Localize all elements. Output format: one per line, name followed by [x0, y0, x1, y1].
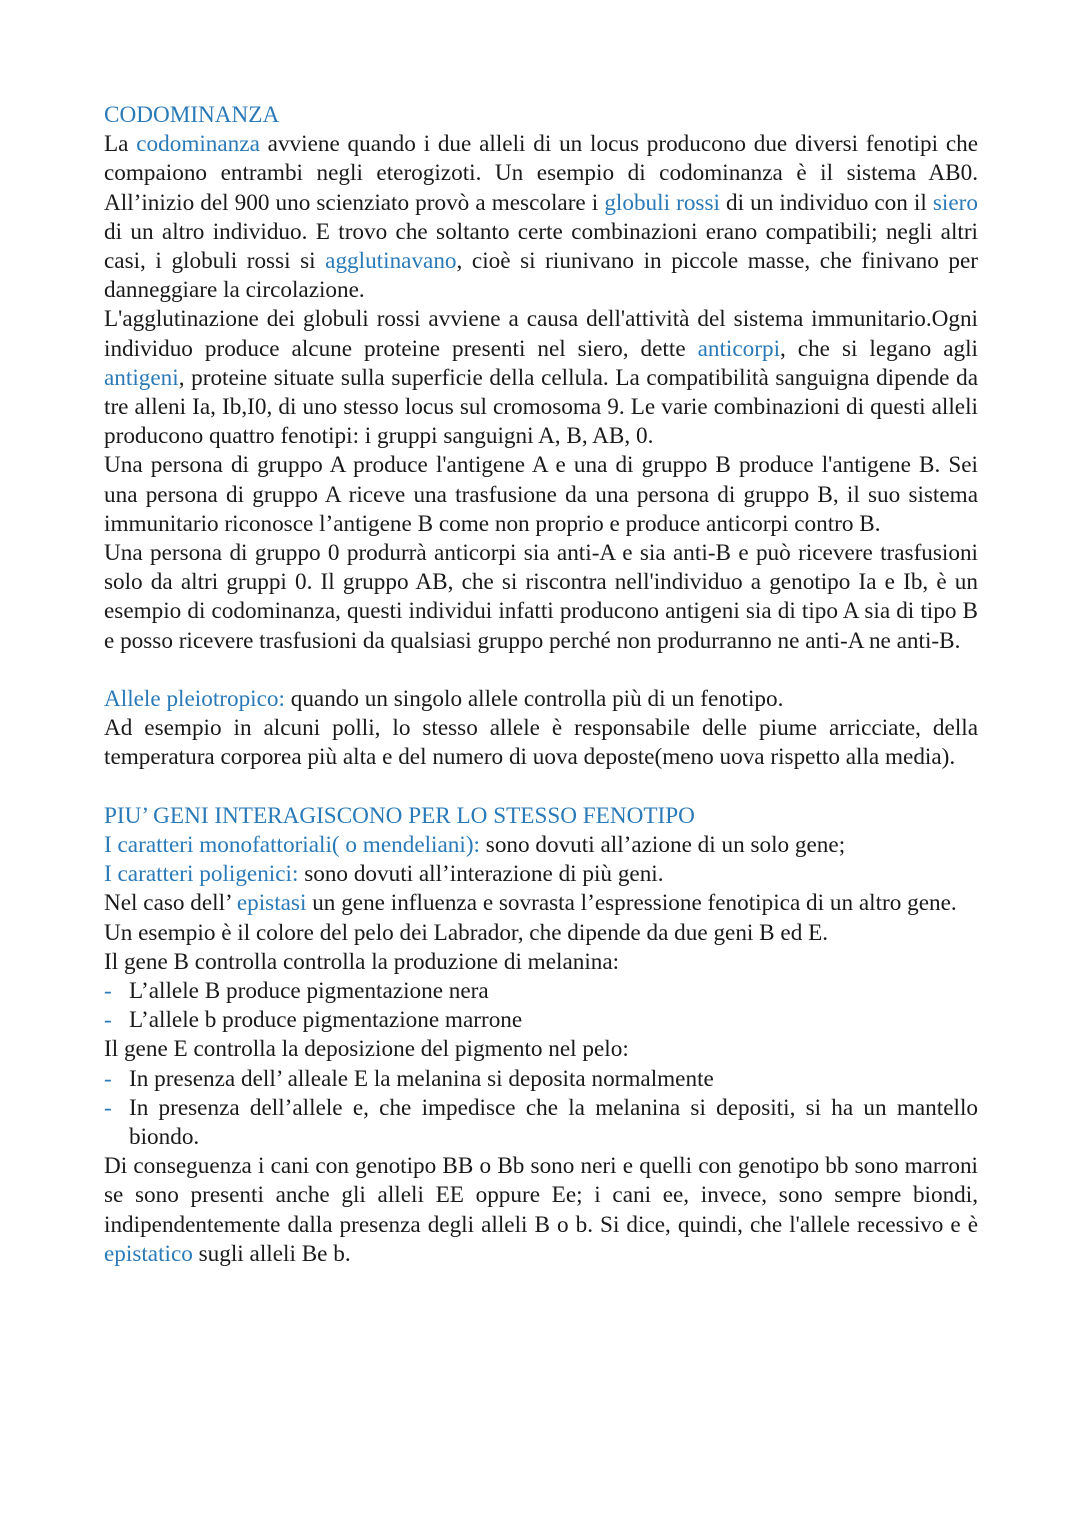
- term-epistatico: epistatico: [104, 1240, 193, 1267]
- bullet-dash: -: [104, 1007, 112, 1034]
- paragraph-agglutinazione: L'agglutinazione dei globuli rossi avviene a causa dell'attività del sistema immunitario.Ogni individuo produce alcune proteine presenti nel siero, dette anticorpi, che si legano agli antigeni, proteine situate sulla superficie della cellula. La compatibilità sanguigna dipende da tre alleni Ia, Ib,I0, di uno stesso locus sul cromosoma 9. Le varie combinazioni di questi alleli producono quattro fenotipi: i gruppi sanguigni A, B, AB, 0.: [104, 306, 978, 450]
- term-siero: siero: [932, 189, 978, 216]
- paragraph-epistasi: Nel caso dell’ epistasi un gene influenza e sovrasta l’espressione fenotipica di un altro gene.: [104, 890, 957, 917]
- list-item: - In presenza dell’allele e, che impedisce che la melanina si depositi, si ha un mantello biondo.: [104, 1094, 978, 1151]
- paragraph-pleiotropico: Allele pleiotropico: quando un singolo allele controlla più di un fenotipo.: [104, 686, 784, 713]
- heading-piu-geni: PIU’ GENI INTERAGISCONO PER LO STESSO FENOTIPO: [104, 802, 695, 829]
- bullet-dash: -: [104, 978, 112, 1005]
- paragraph-conclusione: Di conseguenza i cani con genotipo BB o Bb sono neri e quelli con genotipo bb sono marroni se sono presenti anche gli alleli EE oppure Ee; i cani ee, invece, sono sempre biondi, indipendentemente dalla presenza degli alleli B o b. Si dice, quindi, che l'allele recessivo e è epistatico sugli alleli Be b.: [104, 1153, 978, 1267]
- term-poligenici: I caratteri poligenici:: [104, 861, 299, 888]
- paragraph-gruppo-0: Una persona di gruppo 0 produrrà anticorpi sia anti-A e sia anti-B e può ricevere trasfusioni solo da altri gruppi 0. Il gruppo AB, che si riscontra nell'individuo a genotipo Ia e Ib, è un esempio di codominanza, questi individui infatti producono antigeni sia di tipo A sia di tipo B e posso ricevere trasfusioni da qualsiasi gruppo perché non produrranno ne anti-A ne anti-B.: [104, 540, 978, 654]
- paragraph-poligenici: I caratteri poligenici: sono dovuti all’interazione di più geni.: [104, 861, 664, 888]
- heading-codominanza: CODOMINANZA: [104, 102, 280, 128]
- list-item: - In presenza dell’ alleale E la melanina si deposita normalmente: [104, 1065, 978, 1094]
- paragraph-codominanza-intro: La codominanza avviene quando i due alleli di un locus producono due diversi fenotipi che compaiono entrambi negli eterogizoti. Un esempio di codominanza è il sistema AB0. All’inizio del 900 uno scienziato provò a mescolare i globuli rossi di un individuo con il siero di un altro individuo. E trovo che soltanto certe combinazioni erano compatibili; negli altri casi, i globuli rossi si agglutinavano, cioè si riunivano in piccole masse, che finivano per danneggiare la circolazione.: [104, 131, 978, 304]
- paragraph-gene-b: Il gene B controlla controlla la produzione di melanina:: [104, 948, 620, 975]
- term-epistasi: epistasi: [236, 890, 307, 917]
- term-codominanza: codominanza: [136, 131, 260, 158]
- paragraph-labrador: Un esempio è il colore del pelo dei Labrador, che dipende da due geni B ed E.: [104, 919, 829, 946]
- term-allele-pleiotropico: Allele pleiotropico:: [104, 686, 285, 713]
- paragraph-gruppo-a: Una persona di gruppo A produce l'antigene A e una di gruppo B produce l'antigene B. Sei una persona di gruppo A riceve una trasfusione da una persona di gruppo B, il suo sistema immunitario riconosce l’antigene B come non proprio e produce anticorpi contro B.: [104, 452, 978, 537]
- term-globuli-rossi: globuli rossi: [604, 189, 720, 216]
- list-item: - L’allele B produce pigmentazione nera: [104, 977, 978, 1006]
- term-antigeni: antigeni: [104, 364, 179, 391]
- document-page: [104, 101, 978, 1269]
- paragraph-monofattoriali: I caratteri monofattoriali( o mendeliani): sono dovuti all’azione di un solo gene;: [104, 832, 846, 859]
- bullet-dash: -: [104, 1094, 112, 1121]
- paragraph-polli-example: Ad esempio in alcuni polli, lo stesso allele è responsabile delle piume arricciate, della temperatura corporea più alta e del numero di uova deposte(meno uova rispetto alla media).: [104, 715, 978, 771]
- bullet-dash: -: [104, 1065, 112, 1092]
- term-agglutinavano: agglutinavano: [325, 248, 457, 275]
- term-monofattoriali: I caratteri monofattoriali( o mendeliani):: [104, 832, 480, 859]
- term-anticorpi: anticorpi: [697, 335, 781, 362]
- list-item: - L’allele b produce pigmentazione marrone: [104, 1006, 978, 1035]
- paragraph-gene-e: Il gene E controlla la deposizione del pigmento nel pelo:: [104, 1036, 629, 1063]
